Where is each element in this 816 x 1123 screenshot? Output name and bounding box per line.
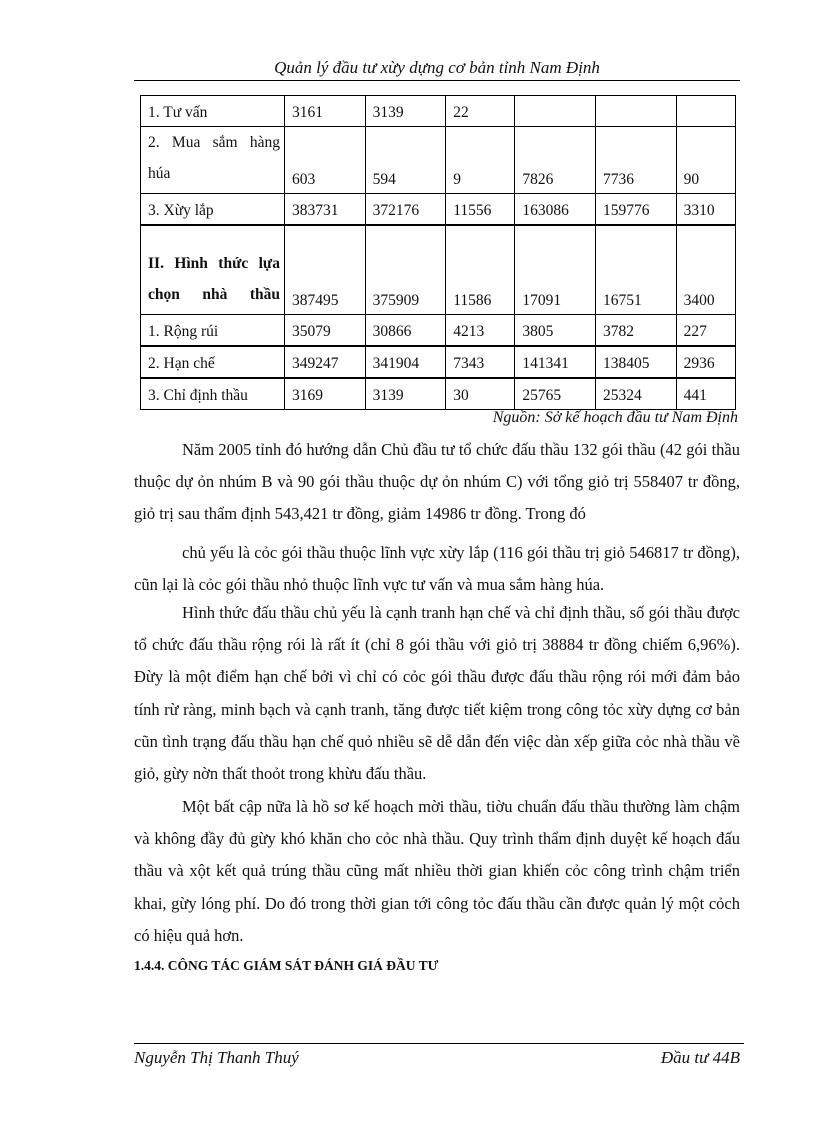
table-cell: 30866: [365, 315, 446, 347]
section-heading: 1.4.4. CÔNG TÁC GIÁM SÁT ĐÁNH GIÁ ĐẦU TƯ: [134, 958, 439, 973]
paragraph: Một bất cập nữa là hồ sơ kế hoạch mời thầu, tiờu chuẩn đấu thầu thường làm chậm và không đầy đủ gừy khó khăn cho cỏc nhà thầu. Quy trình thẩm định duyệt kế hoạch đấu thầu và xột kết quả trúng thầu cũng mất nhiều thời gian khiến cỏc công trình chậm triển khai, gừy lóng phí. Do đó trong thời gian tới công tỏc đấu thầu cần được quản lý một cỏch có hiệu quả hơn.: [134, 797, 740, 945]
footer-class: Đầu tư 44B: [660, 1048, 740, 1067]
table-cell: 141341: [515, 346, 596, 378]
bidding-table: [140, 95, 736, 410]
table-cell: 341904: [365, 346, 446, 378]
table-cell: 2936: [676, 346, 735, 378]
table-row: [141, 346, 736, 378]
table-row: [141, 225, 736, 315]
table-cell: 11556: [446, 194, 515, 226]
row-label: 2. Mua sắm hàng húa: [141, 127, 285, 194]
table-cell: 3400: [676, 225, 735, 315]
table-cell: 7736: [596, 127, 677, 194]
table-cell: 3310: [676, 194, 735, 226]
table-cell: 3161: [285, 96, 366, 127]
paragraph: Năm 2005 tỉnh đó hướng dẫn Chủ đầu tư tổ chức đấu thầu 132 gói thầu (42 gói thầu thuộc dự ỏn nhúm B và 90 gói thầu thuộc dự ỏn nhúm C) với tổng giỏ trị 558407 tr đồng, giỏ trị sau thẩm định 543,421 tr đồng, giảm 14986 tr đồng. Trong đó: [134, 440, 740, 524]
row-label: 1. Rộng rúi: [141, 315, 285, 347]
row-label: 1. Tư vấn: [141, 96, 285, 127]
table-cell: [676, 96, 735, 127]
table-row: [141, 194, 736, 226]
table-cell: 159776: [596, 194, 677, 226]
table-source-note: Nguồn: Sở kế hoạch đầu tư Nam Định: [492, 409, 738, 426]
table-cell: 3805: [515, 315, 596, 347]
page-header-title: Quản lý đầu tư xừy dựng cơ bản tỉnh Nam Định: [274, 58, 600, 77]
row-label: 2. Hạn chế: [141, 346, 285, 378]
table-cell: 11586: [446, 225, 515, 315]
table-cell: 4213: [446, 315, 515, 347]
table-cell: 383731: [285, 194, 366, 226]
table-cell: 90: [676, 127, 735, 194]
table-cell: 7826: [515, 127, 596, 194]
table-row: [141, 315, 736, 347]
table-cell: 372176: [365, 194, 446, 226]
table-cell: 441: [676, 378, 735, 410]
table-row: [141, 96, 736, 127]
table-cell: 35079: [285, 315, 366, 347]
table-cell: 3139: [365, 378, 446, 410]
header-rule: [134, 80, 740, 81]
row-label: 3. Chỉ định thầu: [141, 378, 285, 410]
table-cell: [515, 96, 596, 127]
row-label: 3. Xừy lắp: [141, 194, 285, 226]
table-cell: 375909: [365, 225, 446, 315]
table-row: [141, 127, 736, 194]
table-cell: 16751: [596, 225, 677, 315]
table-cell: 3139: [365, 96, 446, 127]
table-cell: 3782: [596, 315, 677, 347]
table-cell: 7343: [446, 346, 515, 378]
table-cell: 30: [446, 378, 515, 410]
table-cell: 3169: [285, 378, 366, 410]
table-cell: 603: [285, 127, 366, 194]
row-label: II. Hình thức lựa chọn nhà thầu: [141, 225, 285, 315]
table-cell: 22: [446, 96, 515, 127]
paragraph: Hình thức đấu thầu chủ yếu là cạnh tranh hạn chế và chỉ định thầu, số gói thầu được tổ chức đấu thầu rộng rói là rất ít (chỉ 8 gói thầu với giỏ trị 38884 tr đồng chiếm 6,96%). Đừy là một điểm hạn chế bởi vì chỉ có cỏc gói thầu được đấu thầu rộng rói mới đảm bảo tính rừ ràng, minh bạch và cạnh tranh, tăng được tiết kiệm trong công tỏc xừy dựng cơ bản cũn tình trạng đấu thầu hạn chế quỏ nhiều sẽ dễ dẫn đến việc dàn xếp giữa cỏc nhà thầu về giỏ, gừy nờn thất thoỏt trong khừu đấu thầu.: [134, 603, 740, 784]
table-cell: 594: [365, 127, 446, 194]
table-cell: 138405: [596, 346, 677, 378]
footer-rule: [134, 1043, 744, 1044]
table-row: [141, 378, 736, 410]
table-cell: 25324: [596, 378, 677, 410]
footer-author: Nguyễn Thị Thanh Thuý: [134, 1048, 299, 1067]
table-cell: 9: [446, 127, 515, 194]
table-cell: 349247: [285, 346, 366, 378]
table-cell: [596, 96, 677, 127]
paragraph: chủ yếu là cỏc gói thầu thuộc lĩnh vực xừy lắp (116 gói thầu trị giỏ 546817 tr đồng), cũn lại là cỏc gói thầu nhỏ thuộc lĩnh vực tư vấn và mua sắm hàng húa.: [134, 543, 740, 595]
table-cell: 25765: [515, 378, 596, 410]
table-cell: 387495: [285, 225, 366, 315]
table-cell: 17091: [515, 225, 596, 315]
table-cell: 227: [676, 315, 735, 347]
table-cell: 163086: [515, 194, 596, 226]
